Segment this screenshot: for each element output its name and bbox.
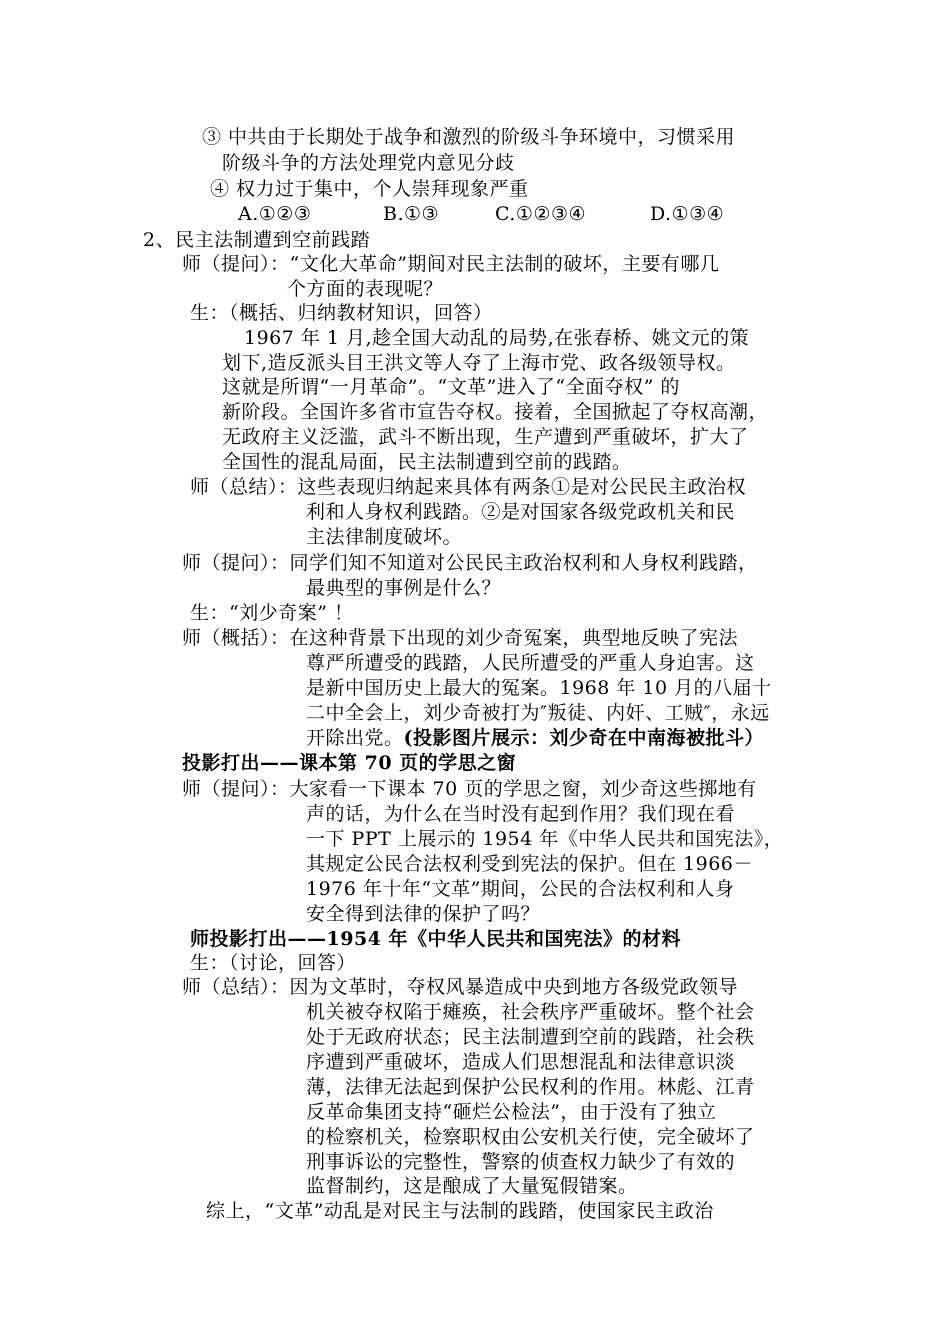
teacher-summary-2-line-3: 处于无政府状态；民主法制遭到空前的践踏，社会秩 [306,1026,755,1048]
teacher-question-3-line-2: 声的话，为什么在当时没有起到作用？我们现在看 [306,803,736,825]
quiz-item-3-line-2: 阶级斗争的方法处理党内意见分歧 [222,152,515,174]
teacher-summary-2-line-8: 刑事诉讼的完整性，警察的侦查权力缺少了有效的 [306,1151,736,1173]
answer-line-3: 这就是所谓“一月革命”。“文革”进入了“全面夺权” 的 [222,376,680,398]
student-response-1: 生：（概括、归纳教材知识，回答） [190,302,493,324]
quiz-item-3-line-1: ③ 中共由于长期处于战争和激烈的阶级斗争环境中，习惯采用 [202,126,736,148]
student-response-2: 生：“刘少奇案” ！ [190,602,354,624]
conclusion-line: 综上，“文革”动乱是对民主与法制的践踏，使国家民主政治 [206,1200,714,1222]
teacher-summary-1-line-1: 师（总结）：这些表现归纳起来具体有两条①是对公民民主政治权 [190,476,747,498]
teacher-summary-2-line-6: 反革命集团支持“砸烂公检法”，由于没有了独立 [306,1101,717,1123]
teacher-question-1-line-1: 师（提问）：“文化大革命”期间对民主法制的破坏，主要有哪几 [182,253,720,275]
quiz-option-a: A.①②③ [238,203,312,225]
teacher-summary-2-line-2: 机关被夺权陷于瘫痪，社会秩序严重破坏。整个社会 [306,1001,755,1023]
teacher-question-3-line-3: 一下 PPT 上展示的 1954 年《中华人民共和国宪法》， [306,828,784,850]
teacher-summary-2-line-4: 序遭到严重破坏，造成人们思想混乱和法律意识淡 [306,1051,736,1073]
teacher-generalize-line-2: 尊严所遭受的践踏，人民所遭受的严重人身迫害。这 [306,652,755,674]
section-heading: 2、民主法制遭到空前践踏 [143,229,371,251]
teacher-generalize-line-5 [306,725,764,751]
teacher-summary-1-line-3: 主法律制度破坏。 [306,526,463,548]
teacher-summary-1-line-2: 利和人身权利践踏。②是对国家各级党政机关和民 [306,501,736,523]
answer-line-5: 无政府主义泛滥，武斗不断出现，生产遭到严重破坏，扩大了 [222,426,749,448]
answer-line-4: 新阶段。全国许多省市宣告夺权。接着，全国掀起了夺权高潮， [222,401,769,423]
projection-heading-1: 投影打出——课本第 70 页的学思之窗 [182,752,517,774]
projection-heading-2: 师投影打出——1954 年《中华人民共和国宪法》的材料 [190,928,681,950]
teacher-question-3-line-1: 师（提问）：大家看一下课本 70 页的学思之窗，刘少奇这些掷地有 [182,778,757,800]
teacher-summary-2-line-5: 薄，法律无法起到保护公民权利的作用。林彪、江青 [306,1076,755,1098]
teacher-summary-2-line-1: 师（总结）：因为文革时，夺权风暴造成中央到地方各级党政领导 [182,976,739,998]
teacher-question-3-line-5: 1976 年十年“文革”期间，公民的合法权利和人身 [306,878,735,900]
teacher-question-1-line-2: 个方面的表现呢？ [287,278,444,300]
quiz-item-4: ④ 权力过于集中，个人崇拜现象严重 [210,178,529,200]
generalize-text: 开除出党。 [306,727,404,749]
teacher-question-3-line-4: 其规定公民合法权利受到宪法的保护。但在 1966－ [306,853,753,875]
teacher-generalize-line-4: 二中全会上，刘少奇被打为″叛徒、内奸、工贼″，永远 [306,702,770,724]
teacher-question-2-line-1: 师（提问）：同学们知不知道对公民民主政治权利和人身权利践踏， [182,552,758,574]
projection-note: (投影图片展示：刘少奇在中南海被批斗） [403,727,765,749]
quiz-option-c: C.①②③④ [495,203,587,225]
teacher-question-3-line-6: 安全得到法律的保护了吗？ [306,903,541,925]
quiz-option-b: B.①③ [383,203,440,225]
answer-line-1: 1967 年 1 月,趁全国大动乱的局势,在张春桥、姚文元的策 [244,327,750,349]
teacher-summary-2-line-7: 的检察机关，检察职权由公安机关行使，完全破坏了 [306,1126,755,1148]
quiz-option-d: D.①③④ [650,203,725,225]
teacher-question-2-line-2: 最典型的事例是什么？ [306,577,502,599]
student-response-3: 生：（讨论，回答） [190,952,357,974]
answer-line-6: 全国性的混乱局面，民主法制遭到空前的践踏。 [222,451,632,473]
teacher-generalize-line-3: 是新中国历史上最大的冤案。1968 年 10 月的八届十 [306,677,772,699]
teacher-summary-2-line-9: 监督制约，这是酿成了大量冤假错案。 [306,1175,638,1197]
teacher-generalize-line-1: 师（概括）：在这种背景下出现的刘少奇冤案，典型地反映了宪法 [182,627,739,649]
answer-line-2: 划下,造反派头目王洪文等人夺了上海市党、政各级领导权。 [222,352,736,374]
